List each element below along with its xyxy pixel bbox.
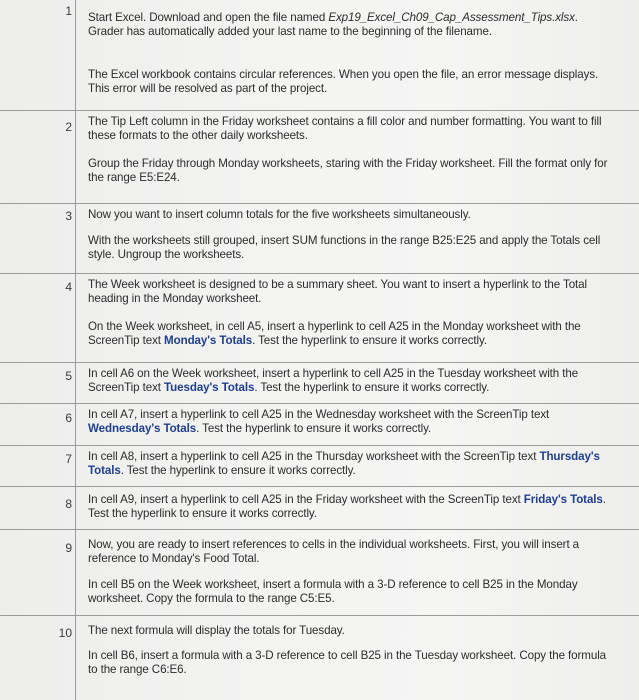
table-row (0, 0, 639, 111)
step-text (88, 408, 608, 436)
step-text (88, 649, 608, 677)
text-run: In cell A9, insert a hyperlink to cell A25 in the Friday worksheet with the ScreenTip text (88, 493, 524, 506)
column-divider (75, 530, 76, 615)
text-run: In cell B5 on the Week worksheet, insert a formula with a 3-D reference to cell B25 in the Monday worksheet. Copy the formula to the range C5:E5. (88, 578, 578, 605)
screentip-text: Thursday's Totals (88, 450, 600, 477)
step-number: 7 (65, 452, 72, 466)
text-run: With the worksheets still grouped, insert SUM functions in the range B25:E25 and apply the Totals cell style. Ungroup the worksheets. (88, 234, 601, 261)
step-text (88, 278, 608, 306)
column-divider (75, 204, 76, 273)
column-divider (75, 363, 76, 403)
column-divider (75, 616, 76, 700)
column-divider (75, 446, 76, 486)
text-run: The next formula will display the totals for Tuesday. (88, 624, 345, 637)
text-run: . Test the hyperlink to ensure it works correctly. (196, 422, 432, 435)
column-divider (75, 274, 76, 362)
text-run: Group the Friday through Monday worksheets, staring with the Friday worksheet. Fill the format only for the range E5:E24. (88, 157, 608, 184)
text-run: . Grader has automatically added your last name to the beginning of the filename. (88, 11, 578, 38)
text-run: In cell A7, insert a hyperlink to cell A25 in the Wednesday worksheet with the ScreenTip text (88, 408, 550, 421)
step-text (88, 450, 608, 478)
step-number: 6 (65, 411, 72, 425)
step-number: 8 (65, 497, 72, 511)
step-number: 9 (65, 541, 72, 555)
text-run: In cell A6 on the Week worksheet, insert a hyperlink to cell A25 in the Tuesday worksheet with the ScreenTip text (88, 367, 579, 394)
text-run: Now you want to insert column totals for the five worksheets simultaneously. (88, 208, 471, 221)
step-text (88, 624, 608, 638)
text-run: The Excel workbook contains circular references. When you open the file, an error message displays. This error will be resolved as part of the project. (88, 68, 599, 95)
step-text (88, 157, 608, 185)
step-text (88, 234, 608, 262)
step-text (88, 538, 608, 566)
screentip-text: Tuesday's Totals (164, 381, 255, 394)
step-number: 2 (65, 120, 72, 134)
text-run: The Tip Left column in the Friday worksheet contains a fill color and number formatting. You want to fill these formats to the other daily worksheets. (88, 115, 602, 142)
step-text (88, 11, 608, 39)
table-row (0, 530, 639, 616)
step-number: 3 (65, 209, 72, 223)
filename-text: Exp19_Excel_Ch09_Cap_Assessment_Tips.xlsx (328, 11, 575, 24)
text-run: . Test the hyperlink to ensure it works correctly. (88, 493, 606, 520)
text-run: In cell A8, insert a hyperlink to cell A25 in the Thursday worksheet with the ScreenTip text (88, 450, 540, 463)
step-text (88, 578, 608, 606)
column-divider (75, 111, 76, 203)
screentip-text: Monday's Totals (164, 334, 253, 347)
text-run: On the Week worksheet, in cell A5, insert a hyperlink to cell A25 in the Monday worksheet with the ScreenTip text (88, 320, 581, 347)
table-row (0, 487, 639, 530)
screentip-text: Wednesday's Totals (88, 422, 197, 435)
step-text (88, 493, 608, 521)
table-row (0, 111, 639, 204)
step-text (88, 208, 608, 222)
step-text (88, 320, 608, 348)
text-run: Now, you are ready to insert references to cells in the individual worksheets. First, you will insert a reference to Monday's Food Total. (88, 538, 580, 565)
column-divider (75, 404, 76, 445)
step-text (88, 68, 608, 96)
step-number: 10 (58, 626, 72, 640)
table-row (0, 363, 639, 404)
step-text (88, 367, 608, 395)
column-divider (75, 487, 76, 529)
step-number: 4 (65, 280, 72, 294)
text-run: . Test the hyperlink to ensure it works correctly. (120, 464, 356, 477)
text-run: . Test the hyperlink to ensure it works correctly. (252, 334, 487, 347)
text-run: The Week worksheet is designed to be a summary sheet. You want to insert a hyperlink to the Total heading in the Monday worksheet. (88, 278, 587, 305)
table-row (0, 616, 639, 700)
column-divider (75, 0, 76, 110)
text-run: Start Excel. Download and open the file named (88, 11, 329, 24)
screentip-text: Friday's Totals (523, 493, 603, 506)
text-run: In cell B6, insert a formula with a 3-D reference to cell B25 in the Tuesday worksheet. Copy the formula to the range C6:E6. (88, 649, 607, 676)
table-row (0, 404, 639, 446)
step-number: 1 (65, 4, 72, 18)
text-run: . Test the hyperlink to ensure it works correctly. (254, 381, 490, 394)
table-row (0, 274, 639, 363)
table-row (0, 204, 639, 274)
table-row (0, 446, 639, 487)
step-text (88, 115, 608, 143)
step-number: 5 (65, 369, 72, 383)
